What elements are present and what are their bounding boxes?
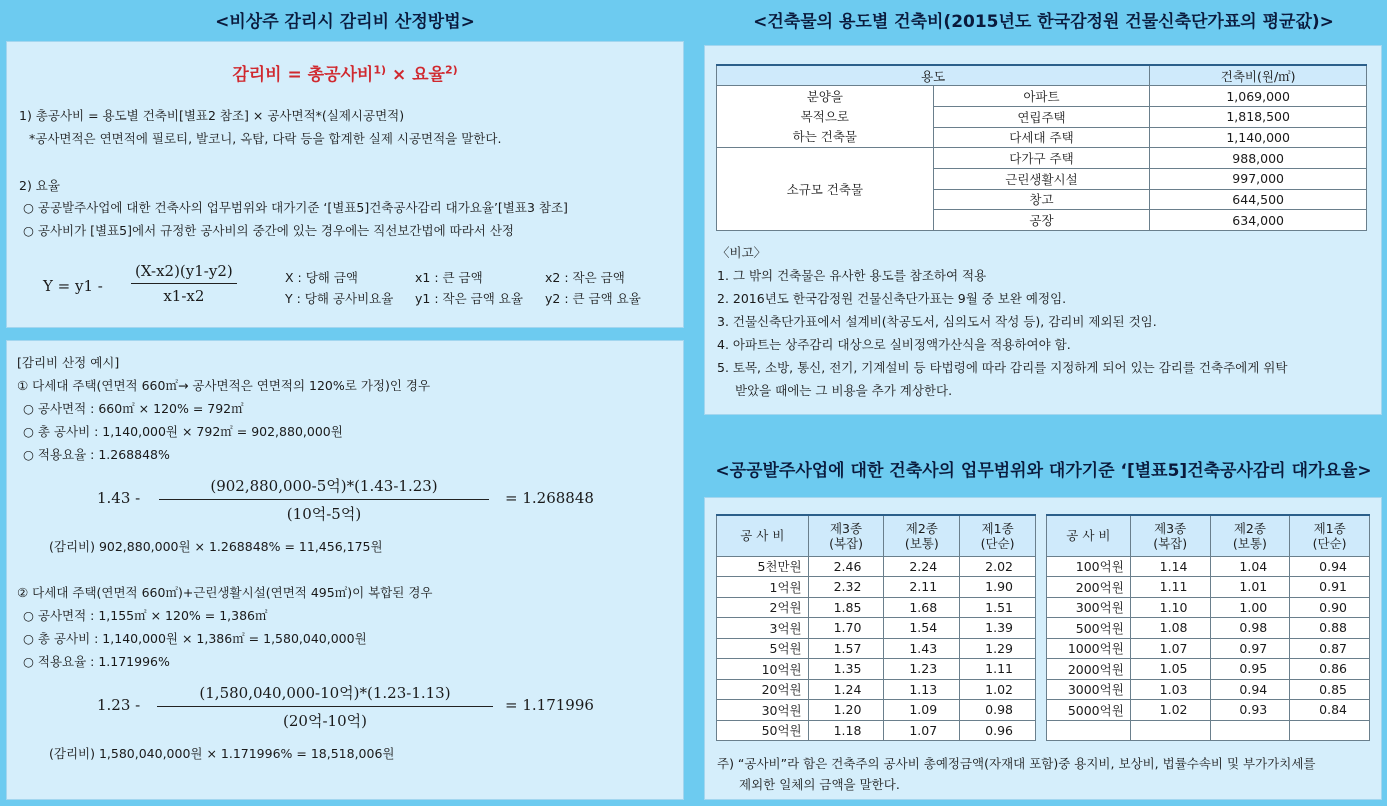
- fee-rate-2: 1.13: [884, 679, 960, 700]
- table-row: [1047, 700, 1370, 721]
- usage-name: 공장: [933, 210, 1150, 231]
- fee-rate-3: 1.10: [1130, 597, 1210, 618]
- fee-rate-3: 1.11: [1130, 577, 1210, 598]
- note-1: 1. 그 밖의 건축물은 유사한 용도를 참조하여 적용: [717, 268, 987, 283]
- fee-rate-3: 1.85: [808, 597, 884, 618]
- case2-formula-prefix: 1.23 -: [97, 696, 141, 714]
- fee-rate-3: 1.08: [1130, 618, 1210, 639]
- fee-rate-3: 1.03: [1130, 679, 1210, 700]
- table-row: [717, 597, 1036, 618]
- fee-rate-1: 0.98: [960, 700, 1036, 721]
- fee-rate-1: 1.11: [960, 659, 1036, 680]
- col-cost: 건축비(원/㎡): [1150, 65, 1367, 86]
- fee-cost: 500억원: [1047, 618, 1131, 639]
- fee-col-cost: 공 사 비: [1047, 515, 1131, 556]
- area-note: *공사면적은 연면적에 필로티, 발코니, 옥탑, 다락 등을 합계한 실제 시공면적을 말한다.: [29, 131, 502, 146]
- fee-rate-2: 1.00: [1210, 597, 1290, 618]
- table-row: [1047, 720, 1370, 741]
- fee-rate-3: 1.57: [808, 638, 884, 659]
- usage-name: 연립주택: [933, 106, 1150, 127]
- table-row: [1047, 679, 1370, 700]
- fee-col-type1: 제1종 (단순): [960, 515, 1036, 556]
- left-section-title: <비상주 감리시 감리비 산정방법>: [215, 12, 475, 32]
- fee-rate-1: 0.85: [1290, 679, 1370, 700]
- usage-name: 근린생활시설: [933, 168, 1150, 189]
- fee-table-right: [1046, 514, 1370, 741]
- case1-title: ① 다세대 주택(연면적 660㎡→ 공사면적은 연면적의 120%로 가정)인 경우: [17, 378, 431, 393]
- fee-rate-1: 1.29: [960, 638, 1036, 659]
- fee-cost: 10억원: [717, 659, 809, 680]
- fee-rate-1: 1.90: [960, 577, 1036, 598]
- fee-col-type3: 제3종 (복잡): [808, 515, 884, 556]
- table-row: [717, 556, 1036, 577]
- fee-col-type2: 제2종 (보통): [884, 515, 960, 556]
- table-row: [717, 679, 1036, 700]
- table-row: [1047, 597, 1370, 618]
- legend-y1: y1 : 작은 금액 요율: [415, 291, 523, 306]
- fee-rate-1: [1290, 720, 1370, 741]
- legend-x1: x1 : 큰 금액: [415, 270, 483, 285]
- rate-line-1: ○ 공공발주사업에 대한 건축사의 업무범위와 대가기준 ‘[별표5]건축공사감리 대가요율’[별표3 참조]: [23, 200, 568, 215]
- group-sale: 분양을 목적으로 하는 건축물: [717, 86, 934, 148]
- fee-cost: 3억원: [717, 618, 809, 639]
- fee-rate-3: 1.24: [808, 679, 884, 700]
- fee-rate-2: 0.93: [1210, 700, 1290, 721]
- case1-denominator: (10억-5억): [159, 499, 489, 524]
- fee-rate-3: [1130, 720, 1210, 741]
- fee-cost: 5000억원: [1047, 700, 1131, 721]
- case2-result: = 1.171996: [505, 696, 594, 714]
- interp-formula-prefix: Y = y1 -: [43, 277, 103, 295]
- table-row: [1047, 556, 1370, 577]
- fee-rate-2: 2.11: [884, 577, 960, 598]
- legend-y2: y2 : 큰 금액 요율: [545, 291, 641, 306]
- fee-rate-2: 0.97: [1210, 638, 1290, 659]
- fee-cost: 20억원: [717, 679, 809, 700]
- fee-rate-1: 1.39: [960, 618, 1036, 639]
- fee-rate-2: 1.07: [884, 720, 960, 741]
- fee-cost: 2000억원: [1047, 659, 1131, 680]
- note-4: 4. 아파트는 상주감리 대상으로 실비정액가산식을 적용하여야 함.: [717, 337, 1071, 352]
- fee-rate-2: 0.98: [1210, 618, 1290, 639]
- fee-cost: 2억원: [717, 597, 809, 618]
- fee-rate-2: 2.24: [884, 556, 960, 577]
- table-row: [717, 700, 1036, 721]
- usage-cost-table: [716, 64, 1367, 231]
- fee-cost: 200억원: [1047, 577, 1131, 598]
- fee-rate-3: 1.02: [1130, 700, 1210, 721]
- fee-cost: 1000억원: [1047, 638, 1131, 659]
- fee-rate-2: 1.68: [884, 597, 960, 618]
- fee-rate-1: 0.96: [960, 720, 1036, 741]
- fee-cost: [1047, 720, 1131, 741]
- fee-rate-1: 0.84: [1290, 700, 1370, 721]
- fee-rate-3: 1.70: [808, 618, 884, 639]
- fee-footnote-2: 제외한 일체의 금액을 말한다.: [739, 777, 900, 792]
- case2-formula-fraction: [157, 682, 493, 731]
- legend-y: Y : 당해 공사비요율: [285, 291, 394, 306]
- usage-name: 다가구 주택: [933, 148, 1150, 169]
- fee-rate-3: 2.46: [808, 556, 884, 577]
- interp-denominator: x1-x2: [131, 283, 237, 305]
- fee-left-body: [717, 556, 1036, 741]
- fee-rate-panel: [704, 497, 1382, 800]
- group-small: 소규모 건축물: [717, 148, 934, 231]
- fee-col-type2: 제2종 (보통): [1210, 515, 1290, 556]
- case2-denominator: (20억-10억): [157, 706, 493, 731]
- fee-rate-1: 2.02: [960, 556, 1036, 577]
- calculation-method-panel: [6, 41, 684, 328]
- fee-col-type1: 제1종 (단순): [1290, 515, 1370, 556]
- fee-rate-3: 1.07: [1130, 638, 1210, 659]
- fee-rate-2: 1.09: [884, 700, 960, 721]
- table-row: [717, 720, 1036, 741]
- case2-area: ○ 공사면적 : 1,155㎡ × 120% = 1,386㎡: [23, 608, 268, 623]
- fee-rate-1: 0.87: [1290, 638, 1370, 659]
- case1-rate: ○ 적용요율 : 1.268848%: [23, 447, 170, 462]
- case1-numerator: (902,880,000-5억)*(1.43-1.23): [210, 477, 438, 495]
- case1-formula-prefix: 1.43 -: [97, 489, 141, 507]
- case2-fee: (감리비) 1,580,040,000원 × 1.171996% = 18,518,006원: [49, 746, 395, 761]
- table-row: [717, 618, 1036, 639]
- rate-line-2: ○ 공사비가 [별표5]에서 규정한 공사비의 중간에 있는 경우에는 직선보간법에 따라서 산정: [23, 223, 514, 238]
- fee-table-left: [716, 514, 1036, 741]
- fee-rate-2: 1.43: [884, 638, 960, 659]
- case2-numerator: (1,580,040,000-10억)*(1.23-1.13): [199, 684, 451, 702]
- usage-cost: 634,000: [1150, 210, 1367, 231]
- usage-name: 아파트: [933, 86, 1150, 107]
- calculation-example-panel: [6, 340, 684, 800]
- rate-heading: 2) 요율: [19, 178, 60, 193]
- interp-formula-fraction: [131, 262, 237, 305]
- fee-rate-3: 2.32: [808, 577, 884, 598]
- fee-cost: 5천만원: [717, 556, 809, 577]
- table-row: [1047, 638, 1370, 659]
- legend-x: X : 당해 금액: [285, 270, 358, 285]
- fee-cost: 5억원: [717, 638, 809, 659]
- fee-rate-3: 1.14: [1130, 556, 1210, 577]
- fee-rate-2: 0.94: [1210, 679, 1290, 700]
- note-5-cont: 받았을 때에는 그 비용을 추가 계상한다.: [735, 383, 953, 398]
- fee-rate-2: 0.95: [1210, 659, 1290, 680]
- notes-title: 〈비고〉: [717, 245, 767, 260]
- interp-numerator: (X-x2)(y1-y2): [135, 262, 233, 280]
- fee-cost: 300억원: [1047, 597, 1131, 618]
- fee-rate-3: 1.20: [808, 700, 884, 721]
- usage-cost: 997,000: [1150, 168, 1367, 189]
- fee-cost: 1억원: [717, 577, 809, 598]
- fee-rate-2: 1.04: [1210, 556, 1290, 577]
- fee-rate-1: 0.88: [1290, 618, 1370, 639]
- example-heading: [감리비 산정 예시]: [17, 355, 120, 370]
- case2-title: ② 다세대 주택(연면적 660㎡)+근린생활시설(연면적 495㎡)이 복합된 경우: [17, 585, 433, 600]
- fee-rate-2: 1.01: [1210, 577, 1290, 598]
- usage-name: 다세대 주택: [933, 127, 1150, 148]
- fee-col-type3: 제3종 (복잡): [1130, 515, 1210, 556]
- usage-name: 창고: [933, 189, 1150, 210]
- usage-cost: 1,818,500: [1150, 106, 1367, 127]
- fee-rate-2: [1210, 720, 1290, 741]
- fee-cost: 50억원: [717, 720, 809, 741]
- table-row: [717, 659, 1036, 680]
- col-usage: 용도: [717, 65, 1150, 86]
- usage-cost: 1,140,000: [1150, 127, 1367, 148]
- fee-cost: 100억원: [1047, 556, 1131, 577]
- case2-cost: ○ 총 공사비 : 1,140,000원 × 1,386㎡ = 1,580,040,000원: [23, 631, 367, 646]
- case2-rate: ○ 적용요율 : 1.171996%: [23, 654, 170, 669]
- fee-section-title: <공공발주사업에 대한 건축사의 업무범위와 대가기준 ‘[별표5]건축공사감리 대가요율>: [715, 461, 1372, 481]
- case1-formula-fraction: [159, 475, 489, 524]
- fee-footnote-1: 주) “공사비”라 함은 건축주의 공사비 총예정금액(자재대 포함)중 용지비, 보상비, 법률수속비 및 부가가치세를: [717, 756, 1316, 771]
- case1-fee: (감리비) 902,880,000원 × 1.268848% = 11,456,175원: [49, 539, 383, 554]
- fee-formula: 감리비 = 총공사비$^{1)}$ × 요율$^{2)}$: [232, 63, 458, 85]
- fee-col-cost: 공 사 비: [717, 515, 809, 556]
- fee-rate-1: 1.51: [960, 597, 1036, 618]
- fee-rate-1: 0.94: [1290, 556, 1370, 577]
- fee-rate-2: 1.23: [884, 659, 960, 680]
- fee-rate-2: 1.54: [884, 618, 960, 639]
- table-row: [1047, 659, 1370, 680]
- note-3: 3. 건물신축단가표에서 설계비(착공도서, 심의도서 작성 등), 감리비 제외된 것임.: [717, 314, 1157, 329]
- fee-right-body: [1047, 556, 1370, 741]
- note-2: 2. 2016년도 한국감정원 건물신축단가표는 9월 중 보완 예정임.: [717, 291, 1067, 306]
- usage-cost: 644,500: [1150, 189, 1367, 210]
- table-row: [717, 577, 1036, 598]
- fee-rate-1: 0.91: [1290, 577, 1370, 598]
- fee-rate-3: 1.18: [808, 720, 884, 741]
- total-cost-line: 1) 총공사비 = 용도별 건축비[별표2 참조] × 공사면적*(실제시공면적): [19, 108, 405, 123]
- fee-cost: 3000억원: [1047, 679, 1131, 700]
- legend-x2: x2 : 작은 금액: [545, 270, 625, 285]
- usage-cost: 988,000: [1150, 148, 1367, 169]
- case1-result: = 1.268848: [505, 489, 594, 507]
- fee-rate-1: 0.86: [1290, 659, 1370, 680]
- usage-cost: 1,069,000: [1150, 86, 1367, 107]
- fee-rate-1: 1.02: [960, 679, 1036, 700]
- usage-cost-panel: [704, 45, 1382, 415]
- table-row: [1047, 577, 1370, 598]
- table-row: [1047, 618, 1370, 639]
- case1-cost: ○ 총 공사비 : 1,140,000원 × 792㎡ = 902,880,000원: [23, 424, 343, 439]
- right-section-title: <건축물의 용도별 건축비(2015년도 한국감정원 건물신축단가표의 평균값)>: [753, 12, 1334, 32]
- note-5: 5. 토목, 소방, 통신, 전기, 기계설비 등 타법령에 따라 감리를 지정하게 되어 있는 감리를 건축주에게 위탁: [717, 360, 1288, 375]
- fee-rate-3: 1.05: [1130, 659, 1210, 680]
- fee-rate-3: 1.35: [808, 659, 884, 680]
- fee-rate-1: 0.90: [1290, 597, 1370, 618]
- table-row: [717, 638, 1036, 659]
- fee-cost: 30억원: [717, 700, 809, 721]
- case1-area: ○ 공사면적 : 660㎡ × 120% = 792㎡: [23, 401, 244, 416]
